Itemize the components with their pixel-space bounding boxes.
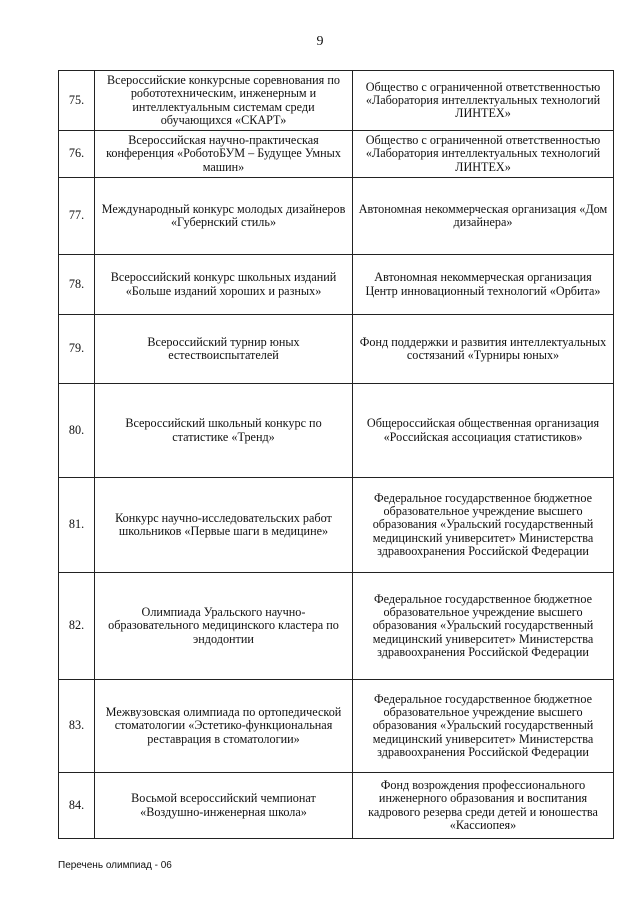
organizer: Федеральное государственное бюджетное образовательное учреждение высшего образования «Уральский государственный медицинский университет» Министерства здравоохранения Российской Федерации <box>353 478 614 573</box>
organizer: Общероссийская общественная организация «Российская ассоциация статистиков» <box>353 384 614 478</box>
table-row <box>59 315 614 384</box>
row-number: 79. <box>59 315 95 384</box>
organizer: Фонд поддержки и развития интеллектуальных состязаний «Турниры юных» <box>353 315 614 384</box>
row-number: 80. <box>59 384 95 478</box>
event-name: Международный конкурс молодых дизайнеров «Губернский стиль» <box>95 178 353 255</box>
table-row <box>59 573 614 680</box>
event-name: Олимпиада Уральского научно-образовательного медицинского кластера по эндодонтии <box>95 573 353 680</box>
event-name: Всероссийский конкурс школьных изданий «Больше изданий хороших и разных» <box>95 255 353 315</box>
organizer: Автономная некоммерческая организация Центр инновационный технологий «Орбита» <box>353 255 614 315</box>
event-name: Межвузовская олимпиада по ортопедической стоматологии «Эстетико-функциональная реставрация в стоматологии» <box>95 680 353 773</box>
organizer: Федеральное государственное бюджетное образовательное учреждение высшего образования «Уральский государственный медицинский университет» Министерства здравоохранения Российской Федерации <box>353 680 614 773</box>
row-number: 75. <box>59 71 95 131</box>
event-name: Всероссийский школьный конкурс по статистике «Тренд» <box>95 384 353 478</box>
table-row <box>59 478 614 573</box>
event-name: Всероссийская научно-практическая конференция «РоботоБУМ – Будущее Умных машин» <box>95 131 353 178</box>
organizer: Общество с ограниченной ответственностью «Лаборатория интеллектуальных технологий ЛИНТЕХ» <box>353 71 614 131</box>
table-row <box>59 131 614 178</box>
event-name: Всероссийский турнир юных естествоиспытателей <box>95 315 353 384</box>
organizer: Федеральное государственное бюджетное образовательное учреждение высшего образования «Уральский государственный медицинский университет» Министерства здравоохранения Российской Федерации <box>353 573 614 680</box>
row-number: 78. <box>59 255 95 315</box>
row-number: 83. <box>59 680 95 773</box>
table-row <box>59 71 614 131</box>
row-number: 76. <box>59 131 95 178</box>
page-number: 9 <box>316 34 324 49</box>
organizer: Фонд возрождения профессионального инженерного образования и воспитания кадрового резерва среди детей и юношества «Кассиопея» <box>353 773 614 839</box>
table-row <box>59 255 614 315</box>
organizer: Общество с ограниченной ответственностью «Лаборатория интеллектуальных технологий ЛИНТЕХ» <box>353 131 614 178</box>
event-name: Всероссийские конкурсные соревнования по робототехническим, инженерным и интеллектуальным системам среди обучающихся «СКАРТ» <box>95 71 353 131</box>
table-row <box>59 384 614 478</box>
organizer: Автономная некоммерческая организация «Дом дизайнера» <box>353 178 614 255</box>
event-name: Восьмой всероссийский чемпионат «Воздушно-инженерная школа» <box>95 773 353 839</box>
row-number: 84. <box>59 773 95 839</box>
table-row <box>59 773 614 839</box>
table-row <box>59 680 614 773</box>
row-number: 82. <box>59 573 95 680</box>
row-number: 77. <box>59 178 95 255</box>
event-name: Конкурс научно-исследовательских работ школьников «Первые шаги в медицине» <box>95 478 353 573</box>
row-number: 81. <box>59 478 95 573</box>
olympiad-table <box>58 70 614 839</box>
table-row <box>59 178 614 255</box>
footer-note: Перечень олимпиад - 06 <box>58 860 172 871</box>
